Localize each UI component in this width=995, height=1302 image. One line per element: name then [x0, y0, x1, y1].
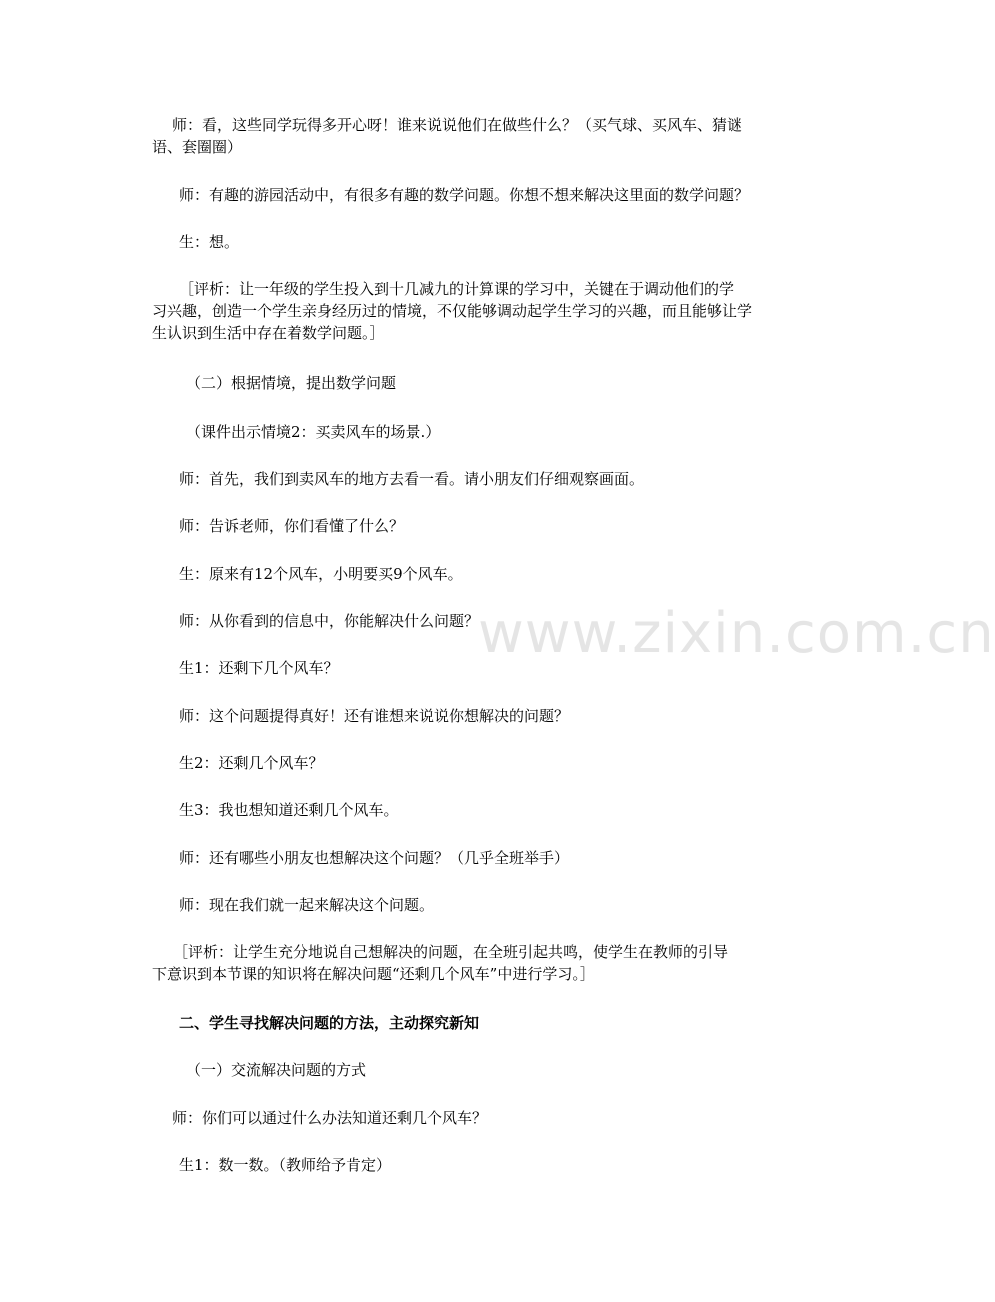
paragraph-3 — [0, 231, 920, 253]
text-line: 下意识到本节课的知识将在解决问题“还剩几个风车”中进行学习。］ — [152, 965, 595, 983]
text-line: （一）交流解决问题的方式 — [186, 1061, 367, 1079]
paragraph-14 — [0, 799, 920, 821]
paragraph-9 — [0, 563, 920, 585]
text-line: 生2：还剩几个风车？ — [179, 754, 324, 772]
paragraph-4 — [0, 278, 920, 344]
text-line: 生认识到生活中存在着数学问题。］ — [152, 324, 385, 342]
watermark: www.zixin.com.cn — [478, 601, 995, 666]
paragraph-20 — [0, 1107, 920, 1129]
heading-text: 二、学生寻找解决问题的方法，主动探究新知 — [179, 1014, 480, 1032]
paragraph-17 — [0, 941, 920, 985]
text-line: 师：告诉老师，你们看懂了什么？ — [179, 517, 405, 535]
paragraph-12 — [0, 705, 920, 727]
text-line: 师：看，这些同学玩得多开心呀！谁来说说他们在做些什么？（买气球、买风车、猜谜 — [172, 116, 743, 134]
paragraph-19 — [0, 1059, 920, 1081]
paragraph-6 — [0, 421, 920, 443]
text-line: 生：原来有12个风车，小明要买9个风车。 — [179, 565, 463, 583]
text-line: 生1：还剩下几个风车？ — [179, 659, 339, 677]
text-line: 师：还有哪些小朋友也想解决这个问题？（几乎全班举手） — [179, 849, 570, 867]
paragraph-8 — [0, 515, 920, 537]
text-line: 生：想。 — [179, 233, 240, 251]
text-line: 生3：我也想知道还剩几个风车。 — [179, 801, 399, 819]
text-line: 生1：数一数。（教师给予肯定） — [179, 1156, 392, 1174]
text-line: （课件出示情境2：买卖风车的场景.） — [186, 423, 441, 441]
text-line: 师：有趣的游园活动中，有很多有趣的数学问题。你想不想来解决这里面的数学问题？ — [179, 186, 750, 204]
paragraph-7 — [0, 468, 920, 490]
paragraph-2 — [0, 184, 920, 206]
paragraph-1 — [0, 114, 920, 158]
text-line: 语、套圈圈） — [152, 138, 243, 156]
section-heading — [0, 1012, 920, 1034]
paragraph-21 — [0, 1154, 920, 1176]
paragraph-13 — [0, 752, 920, 774]
text-line: 师：现在我们就一起来解决这个问题。 — [179, 896, 435, 914]
text-line: 师：首先，我们到卖风车的地方去看一看。请小朋友们仔细观察画面。 — [179, 470, 645, 488]
text-line: ［评析：让学生充分地说自己想解决的问题，在全班引起共鸣，使学生在教师的引导 — [173, 943, 729, 961]
paragraph-15 — [0, 847, 920, 869]
text-line: 师：你们可以通过什么办法知道还剩几个风车？ — [172, 1109, 488, 1127]
text-line: 习兴趣，创造一个学生亲身经历过的情境，不仅能够调动起学生学习的兴趣，而且能够让学 — [152, 302, 753, 320]
text-line: （二）根据情境，提出数学问题 — [186, 374, 397, 392]
text-line: 师：这个问题提得真好！还有谁想来说说你想解决的问题？ — [179, 707, 570, 725]
paragraph-5 — [0, 372, 920, 394]
text-line: ［评析：让一年级的学生投入到十几减九的计算课的学习中，关键在于调动他们的学 — [179, 280, 735, 298]
paragraph-16 — [0, 894, 920, 916]
text-line: 师：从你看到的信息中，你能解决什么问题？ — [179, 612, 480, 630]
